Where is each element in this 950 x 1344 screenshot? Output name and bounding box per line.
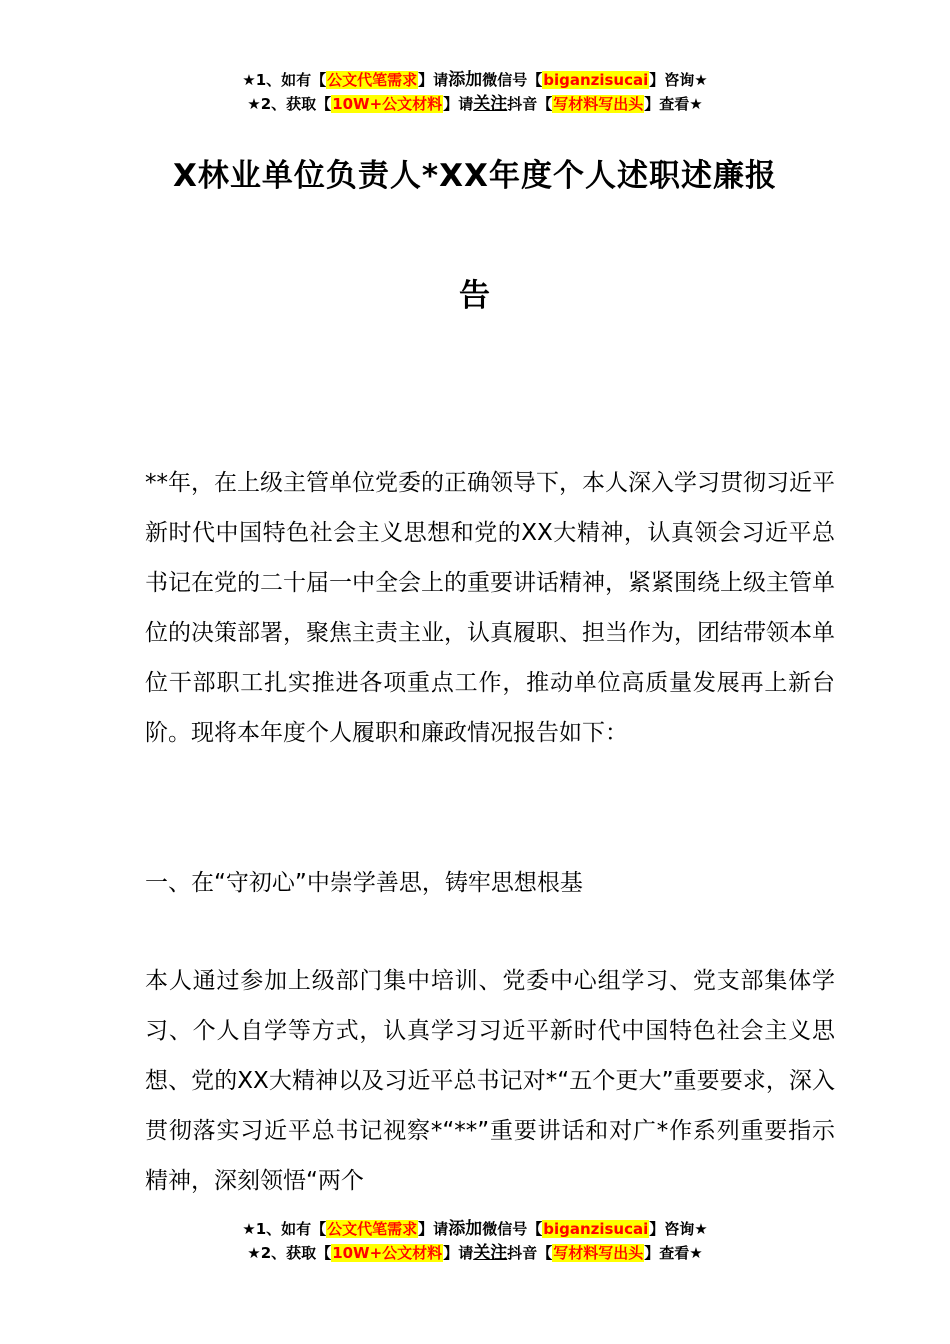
promo-text: 】请 [443, 95, 474, 113]
promo-line-1 [0, 68, 950, 92]
document-title: X林业单位负责人*XX年度个人述职述廉报 [173, 158, 777, 194]
promo-text: 】咨询★ [649, 71, 708, 89]
promo-emphasis: 添加 [448, 1219, 483, 1239]
promo-douyin-id: 写材料写出头 [553, 1244, 644, 1262]
promo-emphasis: 添加 [448, 70, 483, 90]
promo-text: 抖音【 [507, 95, 553, 113]
promo-wechat-id: biganzisucai [543, 71, 649, 89]
promo-text: ★1、如有【 [242, 71, 327, 89]
promo-line-2 [0, 92, 950, 116]
promo-douyin-id: 写材料写出头 [553, 95, 644, 113]
section-heading-1: 一、在“守初心”中崇学善思，铸牢思想根基 [145, 870, 583, 896]
promo-wechat-id: biganzisucai [543, 1220, 649, 1238]
promo-text: 微信号【 [482, 1220, 543, 1238]
promo-text: ★2、获取【 [247, 1244, 332, 1262]
promo-text: 微信号【 [482, 71, 543, 89]
promo-line-2 [0, 1241, 950, 1265]
promo-text: 抖音【 [507, 1244, 553, 1262]
promo-banner-top [0, 68, 950, 116]
promo-text: 】查看★ [644, 95, 703, 113]
promo-text: 】请 [418, 1220, 449, 1238]
document-title-continued: 告 [459, 278, 491, 314]
promo-text: ★2、获取【 [247, 95, 332, 113]
promo-emphasis: 关注 [473, 94, 508, 114]
promo-text: ★1、如有【 [242, 1220, 327, 1238]
promo-text: 】咨询★ [649, 1220, 708, 1238]
promo-text: 】查看★ [644, 1244, 703, 1262]
promo-line-1 [0, 1217, 950, 1241]
promo-banner-bottom [0, 1217, 950, 1265]
promo-text: 】请 [443, 1244, 474, 1262]
promo-emphasis: 关注 [473, 1243, 508, 1263]
promo-highlight: 10W+公文材料 [332, 95, 443, 113]
paragraph-intro: **年，在上级主管单位党委的正确领导下，本人深入学习贯彻习近平新时代中国特色社会主义思想和党的XX大精神，认真领会习近平总书记在党的二十届一中全会上的重要讲话精神，紧紧围绕上级主管单位的决策部署，聚焦主责主业，认真履职、担当作为，团结带领本单位干部职工扎实推进各项重点工作，推动单位高质量发展再上新台阶。现将本年度个人履职和廉政情况报告如下： [145, 470, 835, 746]
promo-highlight: 公文代笔需求 [327, 71, 418, 89]
paragraph-section-1: 本人通过参加上级部门集中培训、党委中心组学习、党支部集体学习、个人自学等方式，认真学习习近平新时代中国特色社会主义思想、党的XX大精神以及习近平总书记对*“五个更大”重要要求，深入贯彻落实习近平总书记视察*“**”重要讲话和对广*作系列重要指示精神，深刻领悟“两个 [145, 968, 835, 1194]
promo-highlight: 公文代笔需求 [327, 1220, 418, 1238]
promo-highlight: 10W+公文材料 [332, 1244, 443, 1262]
promo-text: 】请 [418, 71, 449, 89]
